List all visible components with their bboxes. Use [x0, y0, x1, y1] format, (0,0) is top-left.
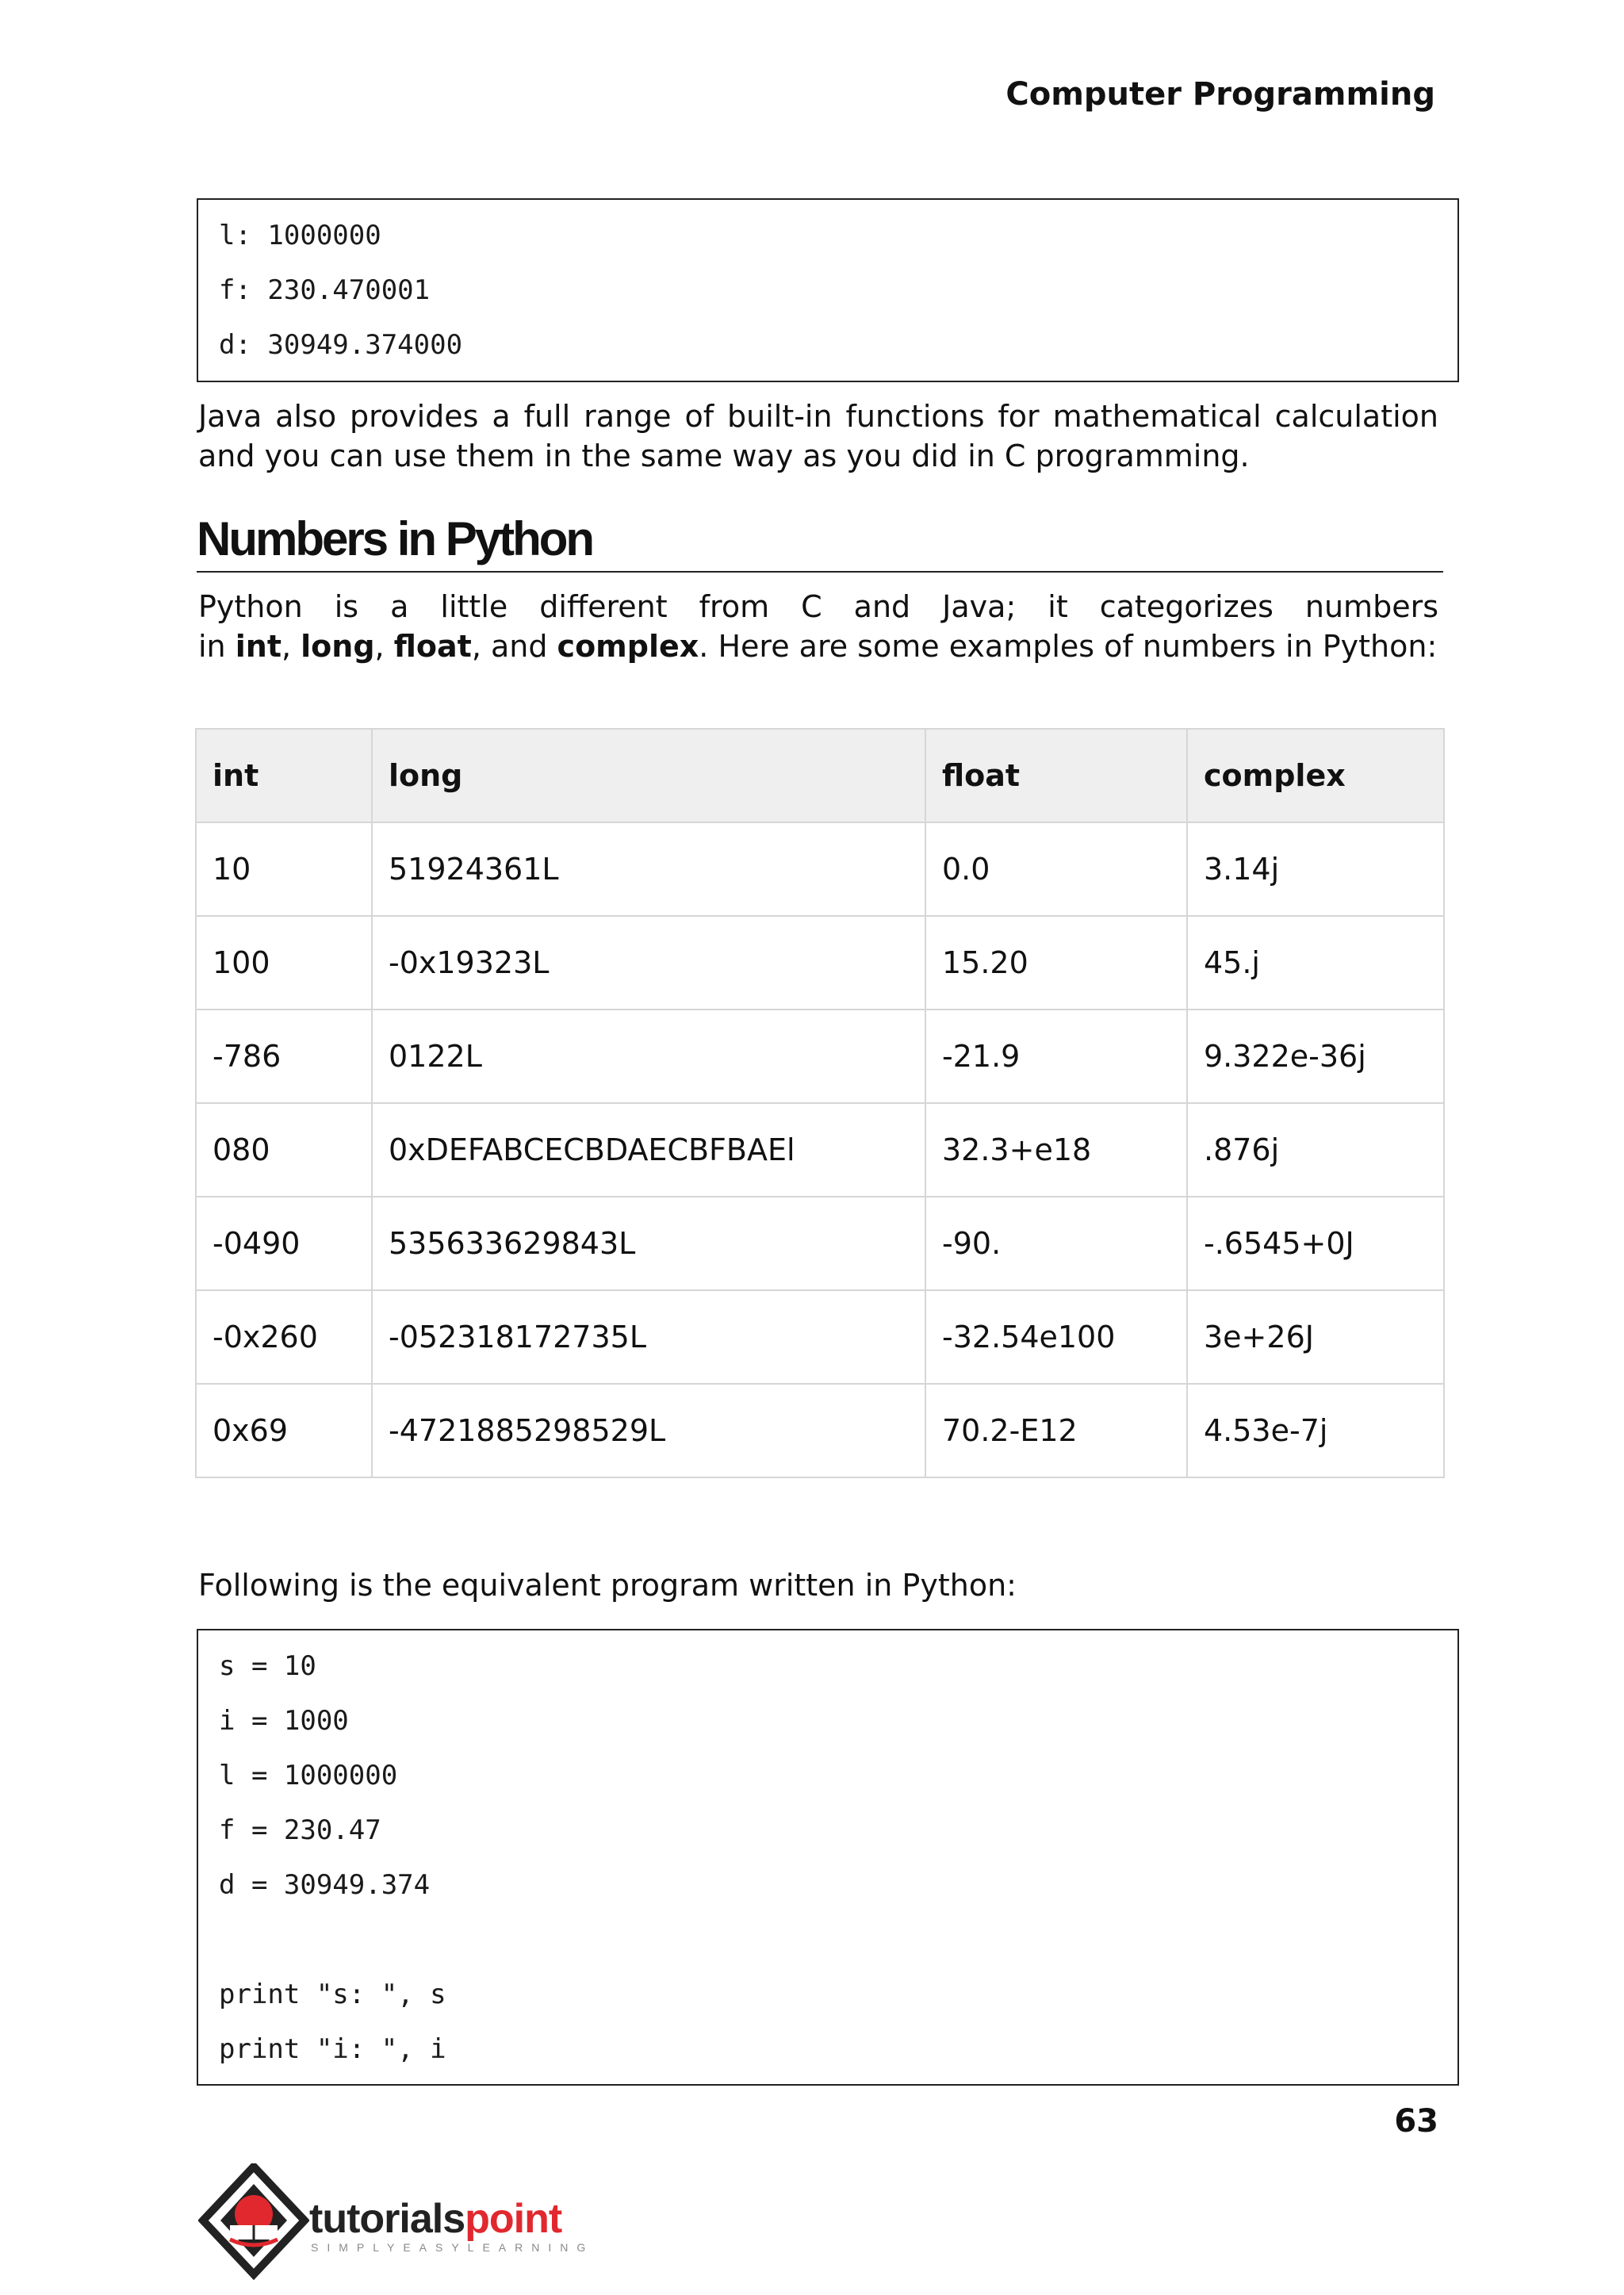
- table-row: [196, 822, 1444, 916]
- table-cell: 3e+26J: [1187, 1290, 1444, 1384]
- table-cell: 4.53e-7j: [1187, 1384, 1444, 1477]
- separator: ,: [281, 629, 301, 664]
- equivalent-program-paragraph: Following is the equivalent program written in Python:: [198, 1568, 1017, 1603]
- table-cell: -90.: [925, 1197, 1187, 1290]
- table-cell: -786: [196, 1010, 372, 1103]
- running-header: Computer Programming: [1005, 76, 1435, 113]
- table-cell: -4721885298529L: [372, 1384, 925, 1477]
- table-cell: 100: [196, 916, 372, 1010]
- section-heading: Numbers in Python: [197, 511, 1443, 573]
- code-line: s = 10: [219, 1650, 316, 1682]
- table-cell: 0122L: [372, 1010, 925, 1103]
- table-cell: 535633629843L: [372, 1197, 925, 1290]
- intro-line-1: Python is a little different from C and Java; it categorizes numbers: [198, 589, 1438, 624]
- python-numbers-table: [195, 728, 1445, 1478]
- table-cell: 15.20: [925, 916, 1187, 1010]
- table-cell: 32.3+e18: [925, 1103, 1187, 1197]
- logo-diamond-icon: [198, 2163, 309, 2282]
- type-float: float: [393, 629, 472, 664]
- table-cell: -21.9: [925, 1010, 1187, 1103]
- header-cell: long: [372, 729, 925, 822]
- table-cell: 0.0: [925, 822, 1187, 916]
- intro-prefix: in: [198, 629, 236, 664]
- table-row: [196, 1197, 1444, 1290]
- code-line: i = 1000: [219, 1705, 349, 1737]
- table-row: [196, 1010, 1444, 1103]
- table-row: [196, 1384, 1444, 1477]
- table-cell: -0490: [196, 1197, 372, 1290]
- table-cell: 51924361L: [372, 822, 925, 916]
- logo-tagline: SIMPLYEASYLEARNING: [311, 2241, 595, 2254]
- code-line: d: 30949.374000: [219, 329, 463, 361]
- header-cell: complex: [1187, 729, 1444, 822]
- header-cell: int: [196, 729, 372, 822]
- code-line: print "i: ", i: [219, 2033, 446, 2065]
- table-cell: -052318172735L: [372, 1290, 925, 1384]
- type-complex: complex: [557, 629, 699, 664]
- table-cell: 080: [196, 1103, 372, 1197]
- code-line: print "s: ", s: [219, 1979, 446, 2010]
- table-cell: -32.54e100: [925, 1290, 1187, 1384]
- code-line: d = 30949.374: [219, 1869, 431, 1901]
- table-cell: .876j: [1187, 1103, 1444, 1197]
- logo-word-tutorials: tutorials: [309, 2196, 465, 2242]
- table-cell: 9.322e-36j: [1187, 1010, 1444, 1103]
- table-cell: 10: [196, 822, 372, 916]
- table-cell: 70.2-E12: [925, 1384, 1187, 1477]
- code-block-python: [197, 1629, 1459, 2086]
- header-cell: float: [925, 729, 1187, 822]
- tutorialspoint-logo: [198, 2163, 595, 2282]
- logo-wordmark: [309, 2195, 561, 2243]
- code-line: l = 1000000: [219, 1760, 398, 1791]
- table-cell: 45.j: [1187, 916, 1444, 1010]
- java-functions-paragraph: Java also provides a full range of built-in functions for mathematical calculation and you can use them in the same way as you did in C programming.: [198, 399, 1438, 473]
- table-cell: -0x19323L: [372, 916, 925, 1010]
- intro-suffix: . Here are some examples of numbers in Python:: [699, 629, 1438, 664]
- type-int: int: [235, 629, 282, 664]
- table-cell: 0xDEFABCECBDAECBFBAEl: [372, 1103, 925, 1197]
- python-intro-paragraph: [198, 587, 1438, 666]
- code-line: f: 230.470001: [219, 274, 431, 306]
- table-row: [196, 1103, 1444, 1197]
- table-cell: -.6545+0J: [1187, 1197, 1444, 1290]
- page-number: 63: [1394, 2103, 1438, 2140]
- table-row: [196, 916, 1444, 1010]
- table-cell: 0x69: [196, 1384, 372, 1477]
- intro-rest: [198, 626, 1438, 666]
- code-line: f = 230.47: [219, 1814, 381, 1846]
- separator: ,: [374, 629, 394, 664]
- table-row: [196, 1290, 1444, 1384]
- table-header-row: [196, 729, 1444, 822]
- code-line: l: 1000000: [219, 220, 381, 251]
- separator: , and: [471, 629, 557, 664]
- code-block-output: [197, 198, 1459, 382]
- table-cell: 3.14j: [1187, 822, 1444, 916]
- type-long: long: [301, 629, 375, 664]
- logo-word-point: point: [465, 2196, 562, 2242]
- code-line: [219, 1921, 1437, 1976]
- table-cell: -0x260: [196, 1290, 372, 1384]
